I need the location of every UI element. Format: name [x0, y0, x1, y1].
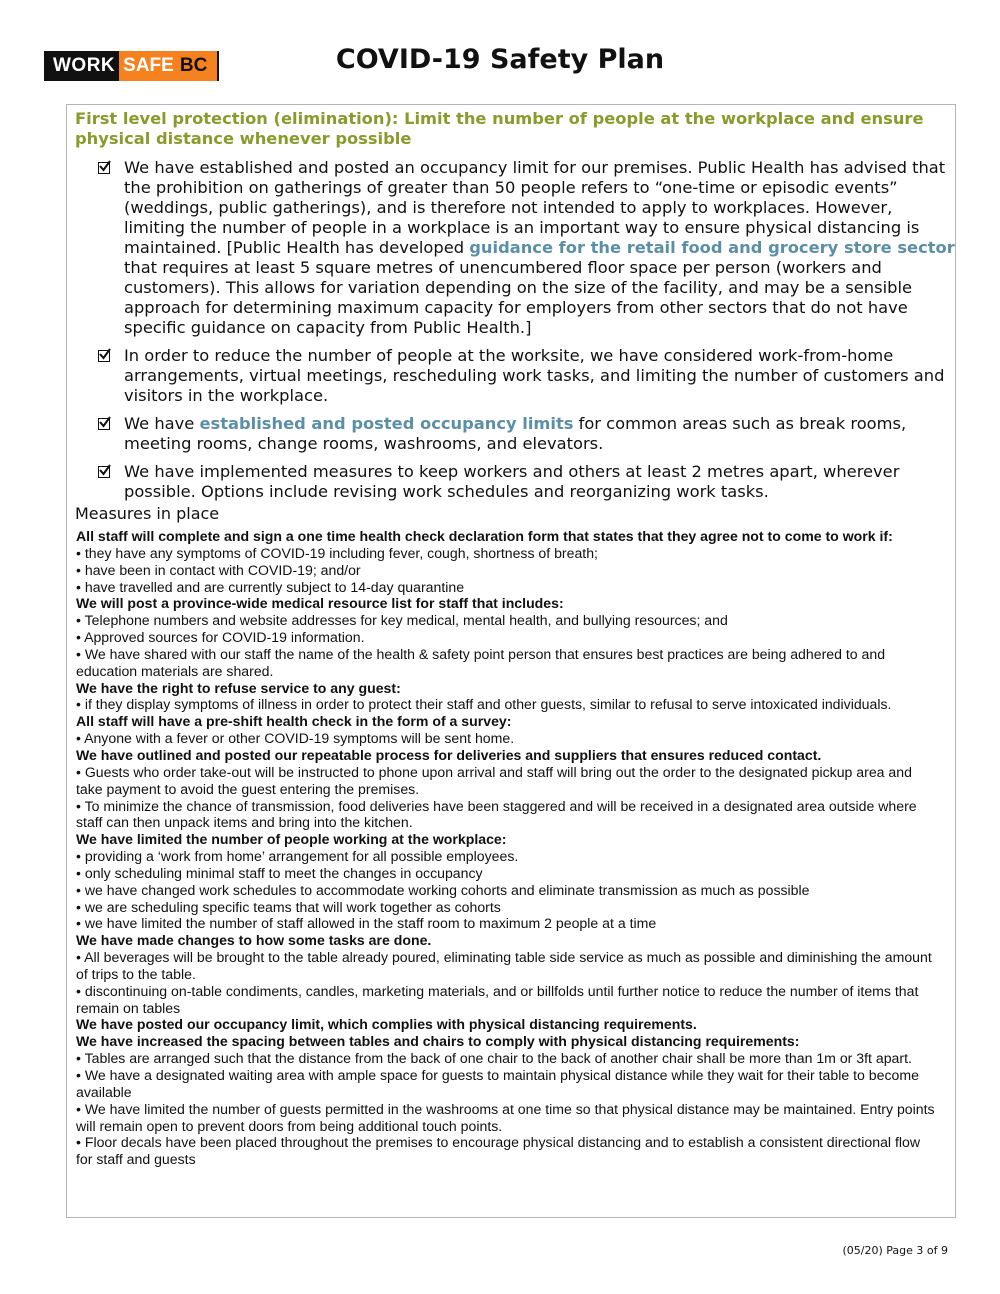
measure-bullet: • Guests who order take-out will be instructed to phone upon arrival and staff will bring out the order to the designated pickup area and take payment to avoid the guest entering the premises.	[76, 763, 912, 797]
page-title: COVID-19 Safety Plan	[335, 44, 665, 75]
measure-heading: We have outlined and posted our repeatable process for deliveries and suppliers that ensures reduced contact.	[76, 746, 822, 763]
measure-bullet: • only scheduling minimal staff to meet the changes in occupancy	[76, 864, 483, 881]
measure-bullet: • discontinuing on-table condiments, candles, marketing materials, and or billfolds until further notice to reduce the number of items that remain on tables	[76, 982, 919, 1016]
measure-heading: We have the right to refuse service to any guest:	[76, 679, 401, 696]
page-footer: (05/20) Page 3 of 9	[842, 1244, 948, 1257]
checklist-item	[98, 462, 958, 502]
measure-bullet: • we have changed work schedules to accommodate working cohorts and eliminate transmission as much as possible	[76, 881, 810, 898]
item-text-pre: We have established and posted an occupancy limit for our premises. Public Health has advised that the prohibition on gatherings of greater than 50 people refers to “one-time or episodic events” (weddings, public gatherings), and is therefore not intended to apply to workplaces. However, limiting the number of people in a workplace is an important way to ensure physical distancing is maintained. [Public Health has developed	[124, 158, 946, 257]
measure-bullet: • Floor decals have been placed throughout the premises to encourage physical distancing and to establish a consistent directional flow for staff and guests	[76, 1134, 921, 1168]
measure-bullet: • We have shared with our staff the name of the health & safety point person that ensures best practices are being adhered to and education materials are shared.	[76, 645, 886, 679]
checked-box-icon[interactable]	[98, 350, 110, 362]
checklist-item	[98, 414, 958, 454]
measure-bullet: • All beverages will be brought to the table already poured, eliminating table side service as much as possible and diminishing the amount of trips to the table.	[76, 949, 932, 982]
checklist-item-text	[124, 158, 958, 338]
measure-bullet: • providing a ‘work from home’ arrangement for all possible employees.	[76, 848, 519, 865]
measure-bullet: • if they display symptoms of illness in order to protect their staff and other guests, similar to refusal to serve intoxicated individuals.	[76, 696, 892, 713]
measure-bullet: • To minimize the chance of transmission, food deliveries have been staggered and will be received in a designated area outside where staff can then unpack items and bring into the kitchen.	[76, 797, 917, 831]
measure-bullet: • Approved sources for COVID-19 information.	[76, 629, 365, 646]
measures-text[interactable]	[76, 528, 936, 1168]
measures-label: Measures in place	[75, 504, 220, 523]
item-text-pre: In order to reduce the number of people at the worksite, we have considered work-from-home arrangements, virtual meetings, rescheduling work tasks, and limiting the number of customers and visitors in the workplace.	[124, 346, 945, 405]
measure-heading: All staff will have a pre-shift health check in the form of a survey:	[76, 713, 512, 730]
measure-bullet: • they have any symptoms of COVID-19 including fever, cough, shortness of breath;	[76, 544, 598, 561]
measure-heading: We have made changes to how some tasks are done.	[76, 932, 432, 949]
checklist-item-text	[124, 346, 958, 406]
item-text-pre: We have	[124, 414, 200, 433]
item-text-post: for common areas such as break rooms, meeting rooms, change rooms, washrooms, and elevators.	[124, 414, 907, 453]
measure-heading: We have limited the number of people working at the workplace:	[76, 831, 507, 848]
checklist-item	[98, 346, 958, 406]
measure-bullet: • We have limited the number of guests permitted in the washrooms at one time so that physical distance may be maintained. Entry points will remain open to prevent doors from being additional touch points.	[76, 1100, 935, 1134]
measure-bullet: • we have limited the number of staff allowed in the staff room to maximum 2 people at a time	[76, 915, 657, 932]
logo-work-text: WORK	[44, 51, 119, 81]
measure-bullet: • Telephone numbers and website addresses for key medical, mental health, and bullying resources; and	[76, 612, 728, 629]
checked-box-icon[interactable]	[98, 162, 110, 174]
logo-safe-text: SAFE	[119, 51, 178, 81]
measure-bullet: • have been in contact with COVID-19; and/or	[76, 561, 361, 578]
occupancy-limits-link[interactable]: established and posted occupancy limits	[199, 414, 574, 433]
measure-heading: We have posted our occupancy limit, which complies with physical distancing requirements.	[76, 1016, 697, 1033]
measure-heading: All staff will complete and sign a one time health check declaration form that states that they agree not to come to work if:	[76, 528, 893, 544]
logo-bc-text: BC	[178, 51, 219, 81]
checklist-item-text	[124, 414, 958, 454]
checked-box-icon[interactable]	[98, 418, 110, 430]
measure-bullet: • Anyone with a fever or other COVID-19 symptoms will be sent home.	[76, 730, 515, 747]
measure-bullet: • We have a designated waiting area with ample space for guests to maintain physical distance while they wait for their table to become available	[76, 1067, 919, 1100]
checklist-item	[98, 158, 958, 338]
measure-bullet: • have travelled and are currently subject to 14-day quarantine	[76, 578, 465, 595]
checked-box-icon[interactable]	[98, 466, 110, 478]
guidance-link[interactable]: guidance for the retail food and grocery store sector	[469, 238, 955, 257]
checklist	[98, 158, 958, 510]
section-heading: First level protection (elimination): Limit the number of people at the workplace and ensure physical distance whenever possible	[75, 109, 924, 148]
measure-bullet: • Tables are arranged such that the distance from the back of one chair to the back of another chair shall be more than 1m or 3ft apart.	[76, 1050, 912, 1067]
checklist-item-text	[124, 462, 958, 502]
item-text-post: that requires at least 5 square metres of unencumbered floor space per person (workers and customers). This allows for variation depending on the size of the facility, and may be a sensible approach for determining maximum capacity for employers from other sectors that do not have specific guidance on capacity from Public Health.]	[124, 258, 912, 337]
measure-heading: We have increased the spacing between tables and chairs to comply with physical distancing requirements:	[76, 1033, 800, 1050]
measure-bullet: • we are scheduling specific teams that will work together as cohorts	[76, 898, 501, 915]
item-text-pre: We have implemented measures to keep workers and others at least 2 metres apart, wherever possible. Options include revising work schedules and reorganizing work tasks.	[124, 462, 900, 501]
measure-heading: We will post a province-wide medical resource list for staff that includes:	[76, 595, 564, 612]
